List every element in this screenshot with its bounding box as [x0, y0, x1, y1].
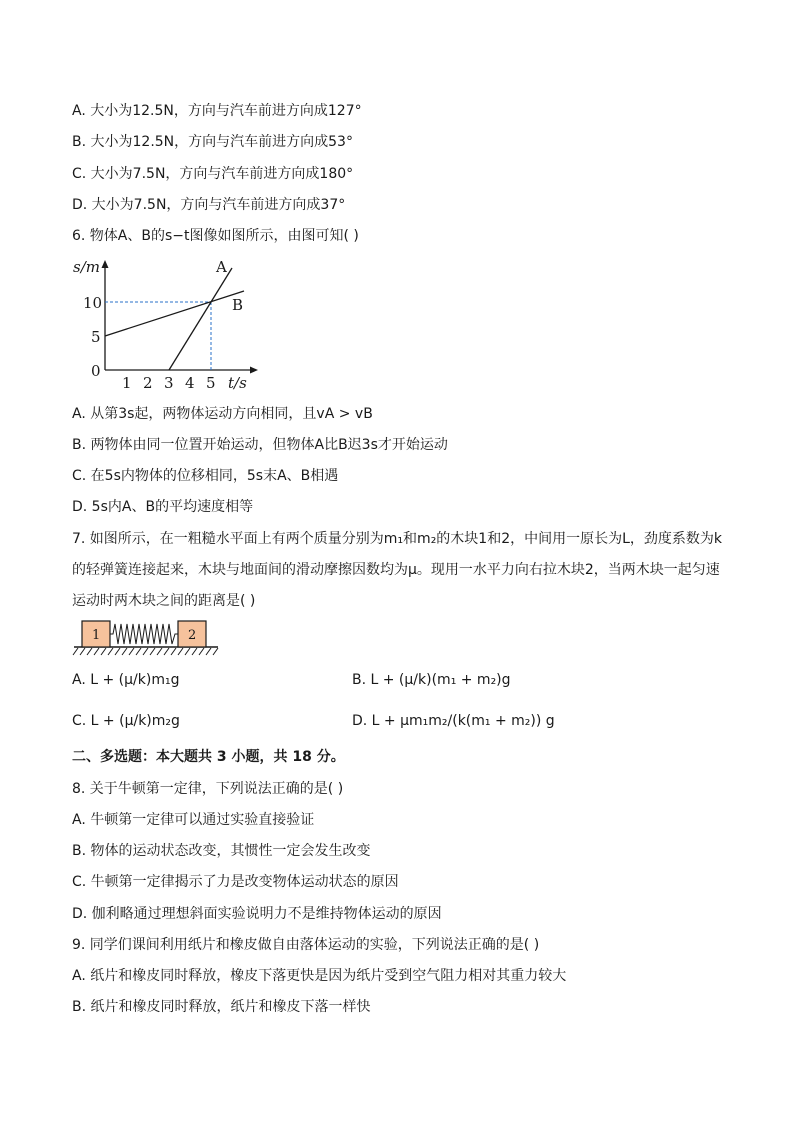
x-axis-label: t/s [228, 374, 247, 392]
q7-option-c: C. L + (μ/k)m₂g [72, 713, 180, 729]
q8-stem: 8. 关于牛顿第一定律，下列说法正确的是( ) [72, 781, 344, 797]
x-tick-3: 3 [164, 374, 174, 392]
q7-option-d: D. L + μm₁m₂/(k(m₁ + m₂)) g [352, 713, 555, 729]
line-a-label: A [216, 258, 227, 276]
line-b-label: B [232, 296, 244, 314]
x-tick-1: 1 [122, 374, 132, 392]
q6-stem: 6. 物体A、B的s−t图像如图所示，由图可知( ) [72, 228, 359, 244]
q5-option-a: A. 大小为12.5N，方向与汽车前进方向成127° [72, 103, 362, 119]
q8-option-a: A. 牛顿第一定律可以通过实验直接验证 [72, 812, 315, 828]
q6-st-graph [68, 254, 268, 394]
q7-stem-line2: 的轻弹簧连接起来，木块与地面间的滑动摩擦因数均为μ。现用一水平力向右拉木块2，当两木块一起匀速 [72, 562, 720, 578]
q8-option-d: D. 伽利略通过理想斜面实验说明力不是维持物体运动的原因 [72, 906, 442, 922]
q9-option-b: B. 纸片和橡皮同时释放，纸片和橡皮下落一样快 [72, 999, 371, 1015]
x-tick-2: 2 [143, 374, 153, 392]
q7-option-b: B. L + (μ/k)(m₁ + m₂)g [352, 672, 511, 688]
section-2-title: 二、多选题：本大题共 3 小题，共 18 分。 [72, 749, 345, 765]
x-tick-4: 4 [185, 374, 195, 392]
q5-option-d: D. 大小为7.5N，方向与汽车前进方向成37° [72, 197, 346, 213]
q7-stem-line1: 7. 如图所示，在一粗糙水平面上有两个质量分别为m₁和m₂的木块1和2，中间用一原长为L，劲度系数为k [72, 531, 723, 547]
block-1-label: 1 [92, 628, 101, 643]
spring [110, 624, 178, 644]
line-a [169, 268, 232, 370]
q6-option-b: B. 两物体由同一位置开始运动，但物体A比B迟3s才开始运动 [72, 437, 448, 453]
q5-option-c: C. 大小为7.5N，方向与汽车前进方向成180° [72, 166, 354, 182]
line-b [105, 291, 244, 336]
block-2-label: 2 [188, 628, 197, 643]
y-tick-10: 10 [83, 294, 103, 312]
q9-stem: 9. 同学们课间利用纸片和橡皮做自由落体运动的实验，下列说法正确的是( ) [72, 937, 540, 953]
q9-option-a: A. 纸片和橡皮同时释放，橡皮下落更快是因为纸片受到空气阻力相对其重力较大 [72, 968, 567, 984]
q6-option-c: C. 在5s内物体的位移相同，5s末A、B相遇 [72, 468, 339, 484]
q5-option-b: B. 大小为12.5N，方向与汽车前进方向成53° [72, 134, 353, 150]
q8-option-b: B. 物体的运动状态改变，其惯性一定会发生改变 [72, 843, 371, 859]
q6-option-d: D. 5s内A、B的平均速度相等 [72, 499, 254, 515]
q8-option-c: C. 牛顿第一定律揭示了力是改变物体运动状态的原因 [72, 874, 399, 890]
q6-option-a: A. 从第3s起，两物体运动方向相同，且vA > vB [72, 406, 373, 422]
y-tick-0: 0 [91, 362, 101, 380]
q7-blocks-spring-figure [72, 616, 222, 658]
q7-option-a: A. L + (μ/k)m₁g [72, 672, 180, 688]
x-tick-5: 5 [206, 374, 216, 392]
q7-stem-line3: 运动时两木块之间的距离是( ) [72, 593, 256, 609]
y-tick-5: 5 [91, 328, 101, 346]
y-axis-label: s/m [73, 258, 100, 276]
